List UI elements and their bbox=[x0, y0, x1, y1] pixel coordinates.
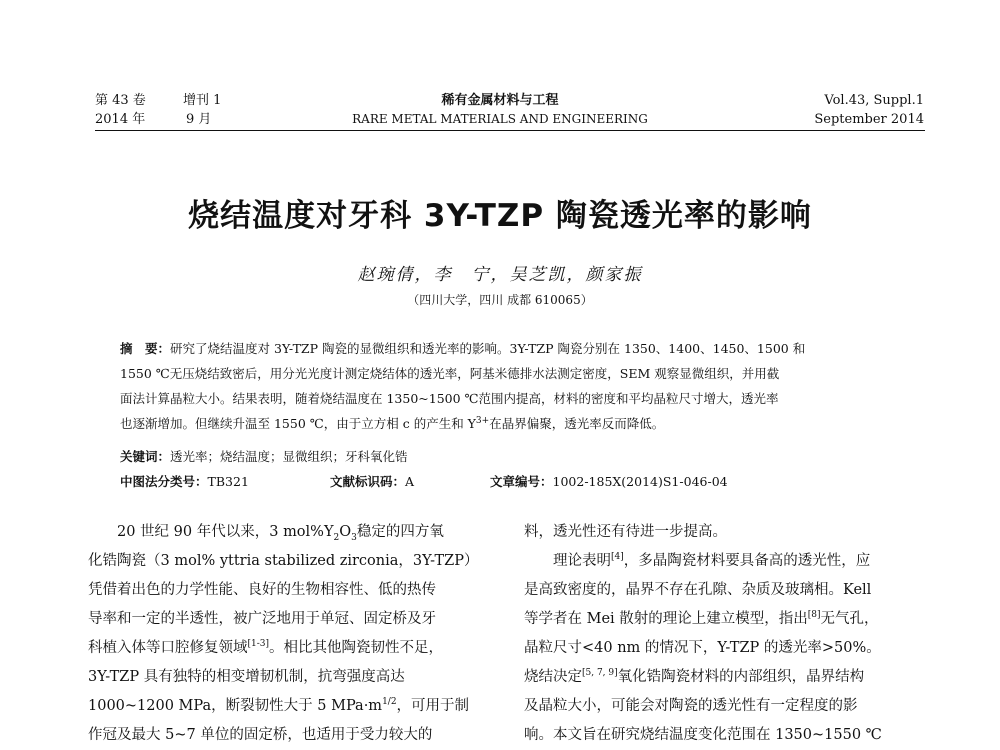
body-line: 料，透光性还有待进一步提高。 bbox=[524, 524, 727, 540]
clc-number: 中图法分类号：TB321 bbox=[120, 474, 249, 489]
body-right-column bbox=[524, 518, 896, 750]
abstract-line: 面法计算晶粒大小。结果表明，随着烧结温度在 1350~1500 ℃范围内提高，材料的密度和平均晶粒尺寸增大，透光率 bbox=[120, 391, 779, 406]
keywords-text: 透光率；烧结温度；显微组织；牙科氧化锆 bbox=[170, 449, 408, 464]
journal-title-en: RARE METAL MATERIALS AND ENGINEERING bbox=[352, 112, 648, 126]
body-line: 理论表明[4]，多晶陶瓷材料要具备高的透光性，应 bbox=[553, 552, 871, 569]
body-line: 3Y-TZP 具有独特的相变增韧机制，抗弯强度高达 bbox=[88, 669, 405, 685]
volume-en: Vol.43, Suppl.1 bbox=[824, 93, 924, 108]
volume-cn: 第 43 卷 bbox=[95, 93, 146, 108]
body-line: 晶粒尺寸<40 nm 的情况下，Y-TZP 的透光率>50%。 bbox=[524, 640, 881, 656]
body-line: 及晶粒大小，可能会对陶瓷的透光性有一定程度的影 bbox=[524, 698, 858, 714]
year-cn: 2014 年 bbox=[95, 112, 146, 127]
keywords bbox=[120, 447, 408, 465]
affiliation: （四川大学，四川 成都 610065） bbox=[407, 293, 593, 307]
body-left-column bbox=[88, 518, 479, 750]
body-line: 作冠及最大 5~7 单位的固定桥，也适用于受力较大的 bbox=[88, 727, 433, 743]
body-line: 是高致密度的，晶界不存在孔隙、杂质及玻璃相。Kell bbox=[524, 582, 872, 598]
abstract bbox=[120, 336, 910, 436]
body-line: 烧结决定[5, 7, 9]氧化锆陶瓷材料的内部组织，晶界结构 bbox=[524, 668, 865, 685]
body-line: 1000~1200 MPa，断裂韧性大于 5 $MPa\cdot m^{1/2}$，可用于制 bbox=[88, 697, 470, 714]
body-line: 导率和一定的半透性，被广泛地用于单冠、固定桥及牙 bbox=[88, 611, 436, 627]
keywords-label: 关键词： bbox=[120, 449, 171, 464]
month-cn: 9 月 bbox=[186, 112, 212, 127]
body-line: 等学者在 Mei 散射的理论上建立模型，指出[8]无气孔， bbox=[524, 610, 879, 627]
abstract-label: 摘 要： bbox=[120, 341, 171, 356]
body-line: 科植入体等口腔修复领域[1-3]。相比其他陶瓷韧性不足， bbox=[88, 639, 444, 656]
body-line: 凭借着出色的力学性能、良好的生物相容性、低的热传 bbox=[88, 582, 436, 598]
body-line: 化锆陶瓷（3 mol% yttria stabilized zirconia，3Y-TZP） bbox=[88, 553, 479, 569]
document-code: 文献标识码：A bbox=[330, 474, 415, 489]
body-line: 20 世纪 90 年代以来，3 $mol\%Y_2O_3$稳定的四方氧 bbox=[117, 524, 444, 543]
authors: 赵琬倩，李 宁，吴芝凯，颜家振 bbox=[357, 265, 643, 285]
date-en: September 2014 bbox=[814, 112, 924, 127]
header-rule bbox=[95, 130, 925, 131]
abstract-line: 摘 要：研究了烧结温度对 3Y-TZP 陶瓷的显微组织和透光率的影响。3Y-TZP 陶瓷分别在 1350、1400、1450、1500 和 bbox=[120, 341, 806, 356]
abstract-line: 1550 ℃无压烧结致密后，用分光光度计测定烧结体的透光率，阿基米德排水法测定密度，SEM 观察显微组织，并用截 bbox=[120, 366, 780, 381]
article-title: 烧结温度对牙科 3Y-TZP 陶瓷透光率的影响 bbox=[188, 198, 812, 234]
supplement-cn: 增刊 1 bbox=[183, 93, 222, 108]
journal-title-cn: 稀有金属材料与工程 bbox=[441, 93, 559, 108]
abstract-line: 也逐渐增加。但继续升温至 1550 ℃，由于立方相 c 的产生和 $Y^{3+}$在晶界偏聚，透光率反而降低。 bbox=[120, 415, 665, 431]
body-line: 响。本文旨在研究烧结温度变化范围在 1350~1550 ℃ bbox=[524, 727, 882, 743]
article-number: 文章编号：1002-185X(2014)S1-046-04 bbox=[490, 474, 728, 489]
